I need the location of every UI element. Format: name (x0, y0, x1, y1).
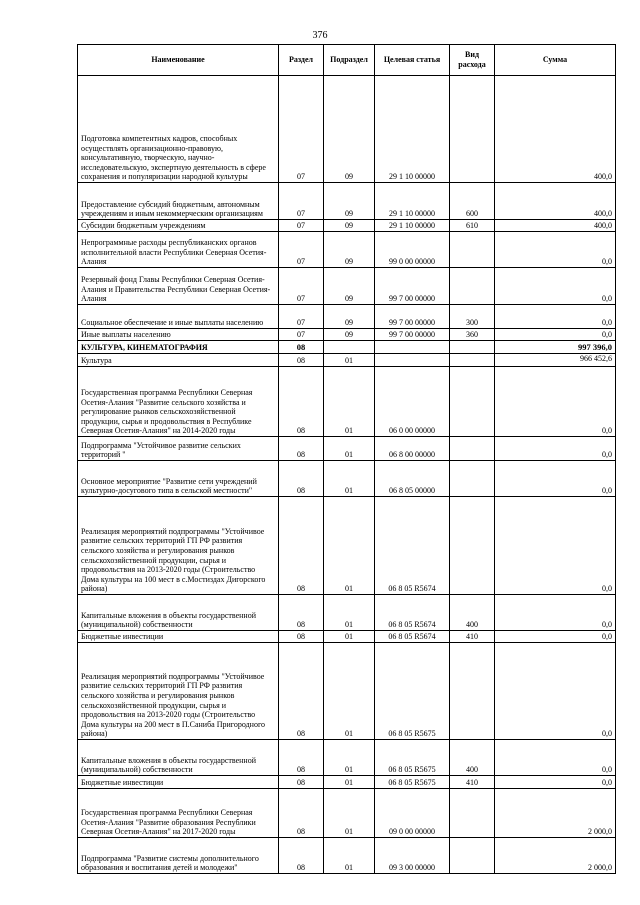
table-row (78, 268, 616, 305)
row-sum: 0,0 (495, 497, 616, 595)
row-section: 08 (279, 497, 324, 595)
row-name: КУЛЬТУРА, КИНЕМАТОГРАФИЯ (78, 341, 279, 354)
row-kind (450, 437, 495, 461)
row-sum: 2 000,0 (495, 838, 616, 874)
row-subsection: 09 (324, 76, 375, 183)
row-kind (450, 838, 495, 874)
row-target: 06 8 05 R5674 (375, 497, 450, 595)
header-subsection: Подраздел (324, 45, 375, 76)
row-sum: 0,0 (495, 776, 616, 789)
row-subsection: 09 (324, 232, 375, 268)
row-target: 06 0 00 00000 (375, 367, 450, 437)
row-target: 06 8 05 00000 (375, 461, 450, 497)
row-name: Резервный фонд Главы Республики Северная Осетия-Алания и Правительства Республики Северная Осетия-Алания (78, 268, 279, 305)
row-kind (450, 232, 495, 268)
header-kind: Вид расхода (450, 45, 495, 76)
row-name: Субсидии бюджетным учреждениям (78, 220, 279, 232)
row-name: Иные выплаты населению (78, 329, 279, 341)
row-sum: 0,0 (495, 329, 616, 341)
row-subsection: 01 (324, 497, 375, 595)
row-subsection: 09 (324, 268, 375, 305)
table-row (78, 76, 616, 183)
row-subsection: 01 (324, 838, 375, 874)
table-row (78, 367, 616, 437)
row-section: 08 (279, 595, 324, 631)
row-target: 06 8 05 R5674 (375, 595, 450, 631)
row-kind (450, 497, 495, 595)
row-kind: 610 (450, 220, 495, 232)
row-target: 06 8 00 00000 (375, 437, 450, 461)
row-subsection: 09 (324, 305, 375, 329)
row-target: 09 0 00 00000 (375, 789, 450, 838)
row-name: Культура (78, 354, 279, 367)
row-subsection: 01 (324, 776, 375, 789)
row-section: 08 (279, 838, 324, 874)
row-name: Реализация мероприятий подпрограммы "Устойчивое развитие сельских территорий ГП РФ развития сельского хозяйства и регулирования рынков сельскохозяйственной продукции, сырья и продовольствия на 2013-2020 годы (Строительство Дома культуры на 100 мест в с.Мостиздах Дигорского района) (78, 497, 279, 595)
row-sum: 0,0 (495, 595, 616, 631)
row-kind: 600 (450, 183, 495, 220)
row-target: 99 7 00 00000 (375, 268, 450, 305)
row-name: Капитальные вложения в объекты государственной (муниципальной) собственности (78, 740, 279, 776)
row-section: 07 (279, 305, 324, 329)
row-subsection: 01 (324, 437, 375, 461)
row-name: Государственная программа Республики Северная Осетия-Алания "Развитие образования Республики Северная Осетия-Алания" на 2017-2020 годы (78, 789, 279, 838)
row-target: 29 1 10 00000 (375, 220, 450, 232)
row-target: 06 8 05 R5675 (375, 643, 450, 740)
table-row-section-total (78, 341, 616, 354)
row-sum: 0,0 (495, 437, 616, 461)
budget-table (77, 44, 616, 874)
row-kind: 300 (450, 305, 495, 329)
table-row (78, 631, 616, 643)
table-row-subsection-total (78, 354, 616, 367)
row-kind (450, 461, 495, 497)
row-sum: 400,0 (495, 76, 616, 183)
row-subsection: 09 (324, 183, 375, 220)
table-row (78, 232, 616, 268)
row-subsection: 01 (324, 789, 375, 838)
row-subsection (324, 341, 375, 354)
row-section: 07 (279, 76, 324, 183)
row-section: 08 (279, 631, 324, 643)
row-target: 99 7 00 00000 (375, 329, 450, 341)
row-section: 08 (279, 776, 324, 789)
row-subsection: 09 (324, 220, 375, 232)
table-row (78, 740, 616, 776)
row-section: 07 (279, 232, 324, 268)
table-row (78, 461, 616, 497)
row-name: Реализация мероприятий подпрограммы "Устойчивое развитие сельских территорий ГП РФ развития сельского хозяйства и регулирования рынков сельскохозяйственной продукции, сырья и продовольствия на 2013-2020 годы (Строительство Дома культуры на 200 мест в П.Саниба Пригородного района) (78, 643, 279, 740)
row-section: 08 (279, 354, 324, 367)
row-sum: 400,0 (495, 183, 616, 220)
table-row (78, 838, 616, 874)
row-subsection: 01 (324, 461, 375, 497)
row-kind (450, 643, 495, 740)
row-kind (450, 76, 495, 183)
row-sum: 400,0 (495, 220, 616, 232)
row-kind: 410 (450, 776, 495, 789)
row-sum: 997 396,0 (495, 341, 616, 354)
row-kind: 400 (450, 740, 495, 776)
row-sum: 0,0 (495, 367, 616, 437)
row-sum: 0,0 (495, 631, 616, 643)
table-row (78, 305, 616, 329)
row-name: Государственная программа Республики Северная Осетия-Алания "Развитие сельского хозяйства и регулирование рынков сельскохозяйственной продукции, сырья и продовольствия в Республике Северная Осетия-Алания" на 2014-2020 годы (78, 367, 279, 437)
row-target: 99 7 00 00000 (375, 305, 450, 329)
row-section: 08 (279, 461, 324, 497)
row-kind (450, 367, 495, 437)
row-section: 08 (279, 643, 324, 740)
row-sum: 0,0 (495, 643, 616, 740)
table-row (78, 776, 616, 789)
table-row (78, 595, 616, 631)
table-row (78, 789, 616, 838)
table-row (78, 220, 616, 232)
table-row (78, 183, 616, 220)
row-target (375, 354, 450, 367)
row-kind (450, 789, 495, 838)
row-section: 08 (279, 437, 324, 461)
row-target: 06 8 05 R5674 (375, 631, 450, 643)
row-section: 07 (279, 183, 324, 220)
header-name: Наименование (78, 45, 279, 76)
row-subsection: 01 (324, 354, 375, 367)
row-sum: 0,0 (495, 461, 616, 497)
row-target: 29 1 10 00000 (375, 76, 450, 183)
table-row (78, 497, 616, 595)
row-section: 08 (279, 789, 324, 838)
row-name: Подпрограмма "Развитие системы дополнительного образования и воспитания детей и молодежи" (78, 838, 279, 874)
row-section: 08 (279, 341, 324, 354)
row-kind: 400 (450, 595, 495, 631)
row-kind: 410 (450, 631, 495, 643)
row-sum: 0,0 (495, 305, 616, 329)
row-name: Подготовка компетентных кадров, способных осуществлять организационно-правовую, консультативную, творческую, научно-исследовательскую, экспертную деятельность в сфере сохранения и популяризации народной культуры (78, 76, 279, 183)
row-target: 06 8 05 R5675 (375, 740, 450, 776)
row-sum: 0,0 (495, 268, 616, 305)
row-section: 07 (279, 220, 324, 232)
table-row (78, 643, 616, 740)
row-target (375, 341, 450, 354)
row-sum: 0,0 (495, 232, 616, 268)
row-name: Бюджетные инвестиции (78, 776, 279, 789)
row-kind (450, 341, 495, 354)
row-subsection: 01 (324, 367, 375, 437)
row-name: Основное мероприятие "Развитие сети учреждений культурно-досугового типа в сельской местности" (78, 461, 279, 497)
row-name: Бюджетные инвестиции (78, 631, 279, 643)
row-name: Предоставление субсидий бюджетным, автономным учреждениям и иным некоммерческим организациям (78, 183, 279, 220)
table-row (78, 329, 616, 341)
row-target: 99 0 00 00000 (375, 232, 450, 268)
row-section: 07 (279, 268, 324, 305)
row-target: 29 1 10 00000 (375, 183, 450, 220)
row-name: Непрограммные расходы республиканских органов исполнительной власти Республики Северная Осетия-Алания (78, 232, 279, 268)
row-sum: 2 000,0 (495, 789, 616, 838)
row-section: 07 (279, 329, 324, 341)
header-sum: Сумма (495, 45, 616, 76)
row-name: Капитальные вложения в объекты государственной (муниципальной) собственности (78, 595, 279, 631)
header-section: Раздел (279, 45, 324, 76)
row-subsection: 01 (324, 643, 375, 740)
header-target: Целевая статья (375, 45, 450, 76)
table-row (78, 437, 616, 461)
row-subsection: 01 (324, 740, 375, 776)
row-kind (450, 268, 495, 305)
row-subsection: 09 (324, 329, 375, 341)
row-target: 09 3 00 00000 (375, 838, 450, 874)
page-number: 376 (312, 30, 328, 41)
row-subsection: 01 (324, 595, 375, 631)
row-target: 06 8 05 R5675 (375, 776, 450, 789)
row-subsection: 01 (324, 631, 375, 643)
row-name: Подпрограмма "Устойчивое развитие сельских территорий " (78, 437, 279, 461)
row-section: 08 (279, 367, 324, 437)
row-sum: 966 452,6 (495, 354, 616, 367)
row-sum: 0,0 (495, 740, 616, 776)
row-section: 08 (279, 740, 324, 776)
row-kind (450, 354, 495, 367)
table-header-row (78, 45, 616, 76)
row-kind: 360 (450, 329, 495, 341)
row-name: Социальное обеспечение и иные выплаты населению (78, 305, 279, 329)
